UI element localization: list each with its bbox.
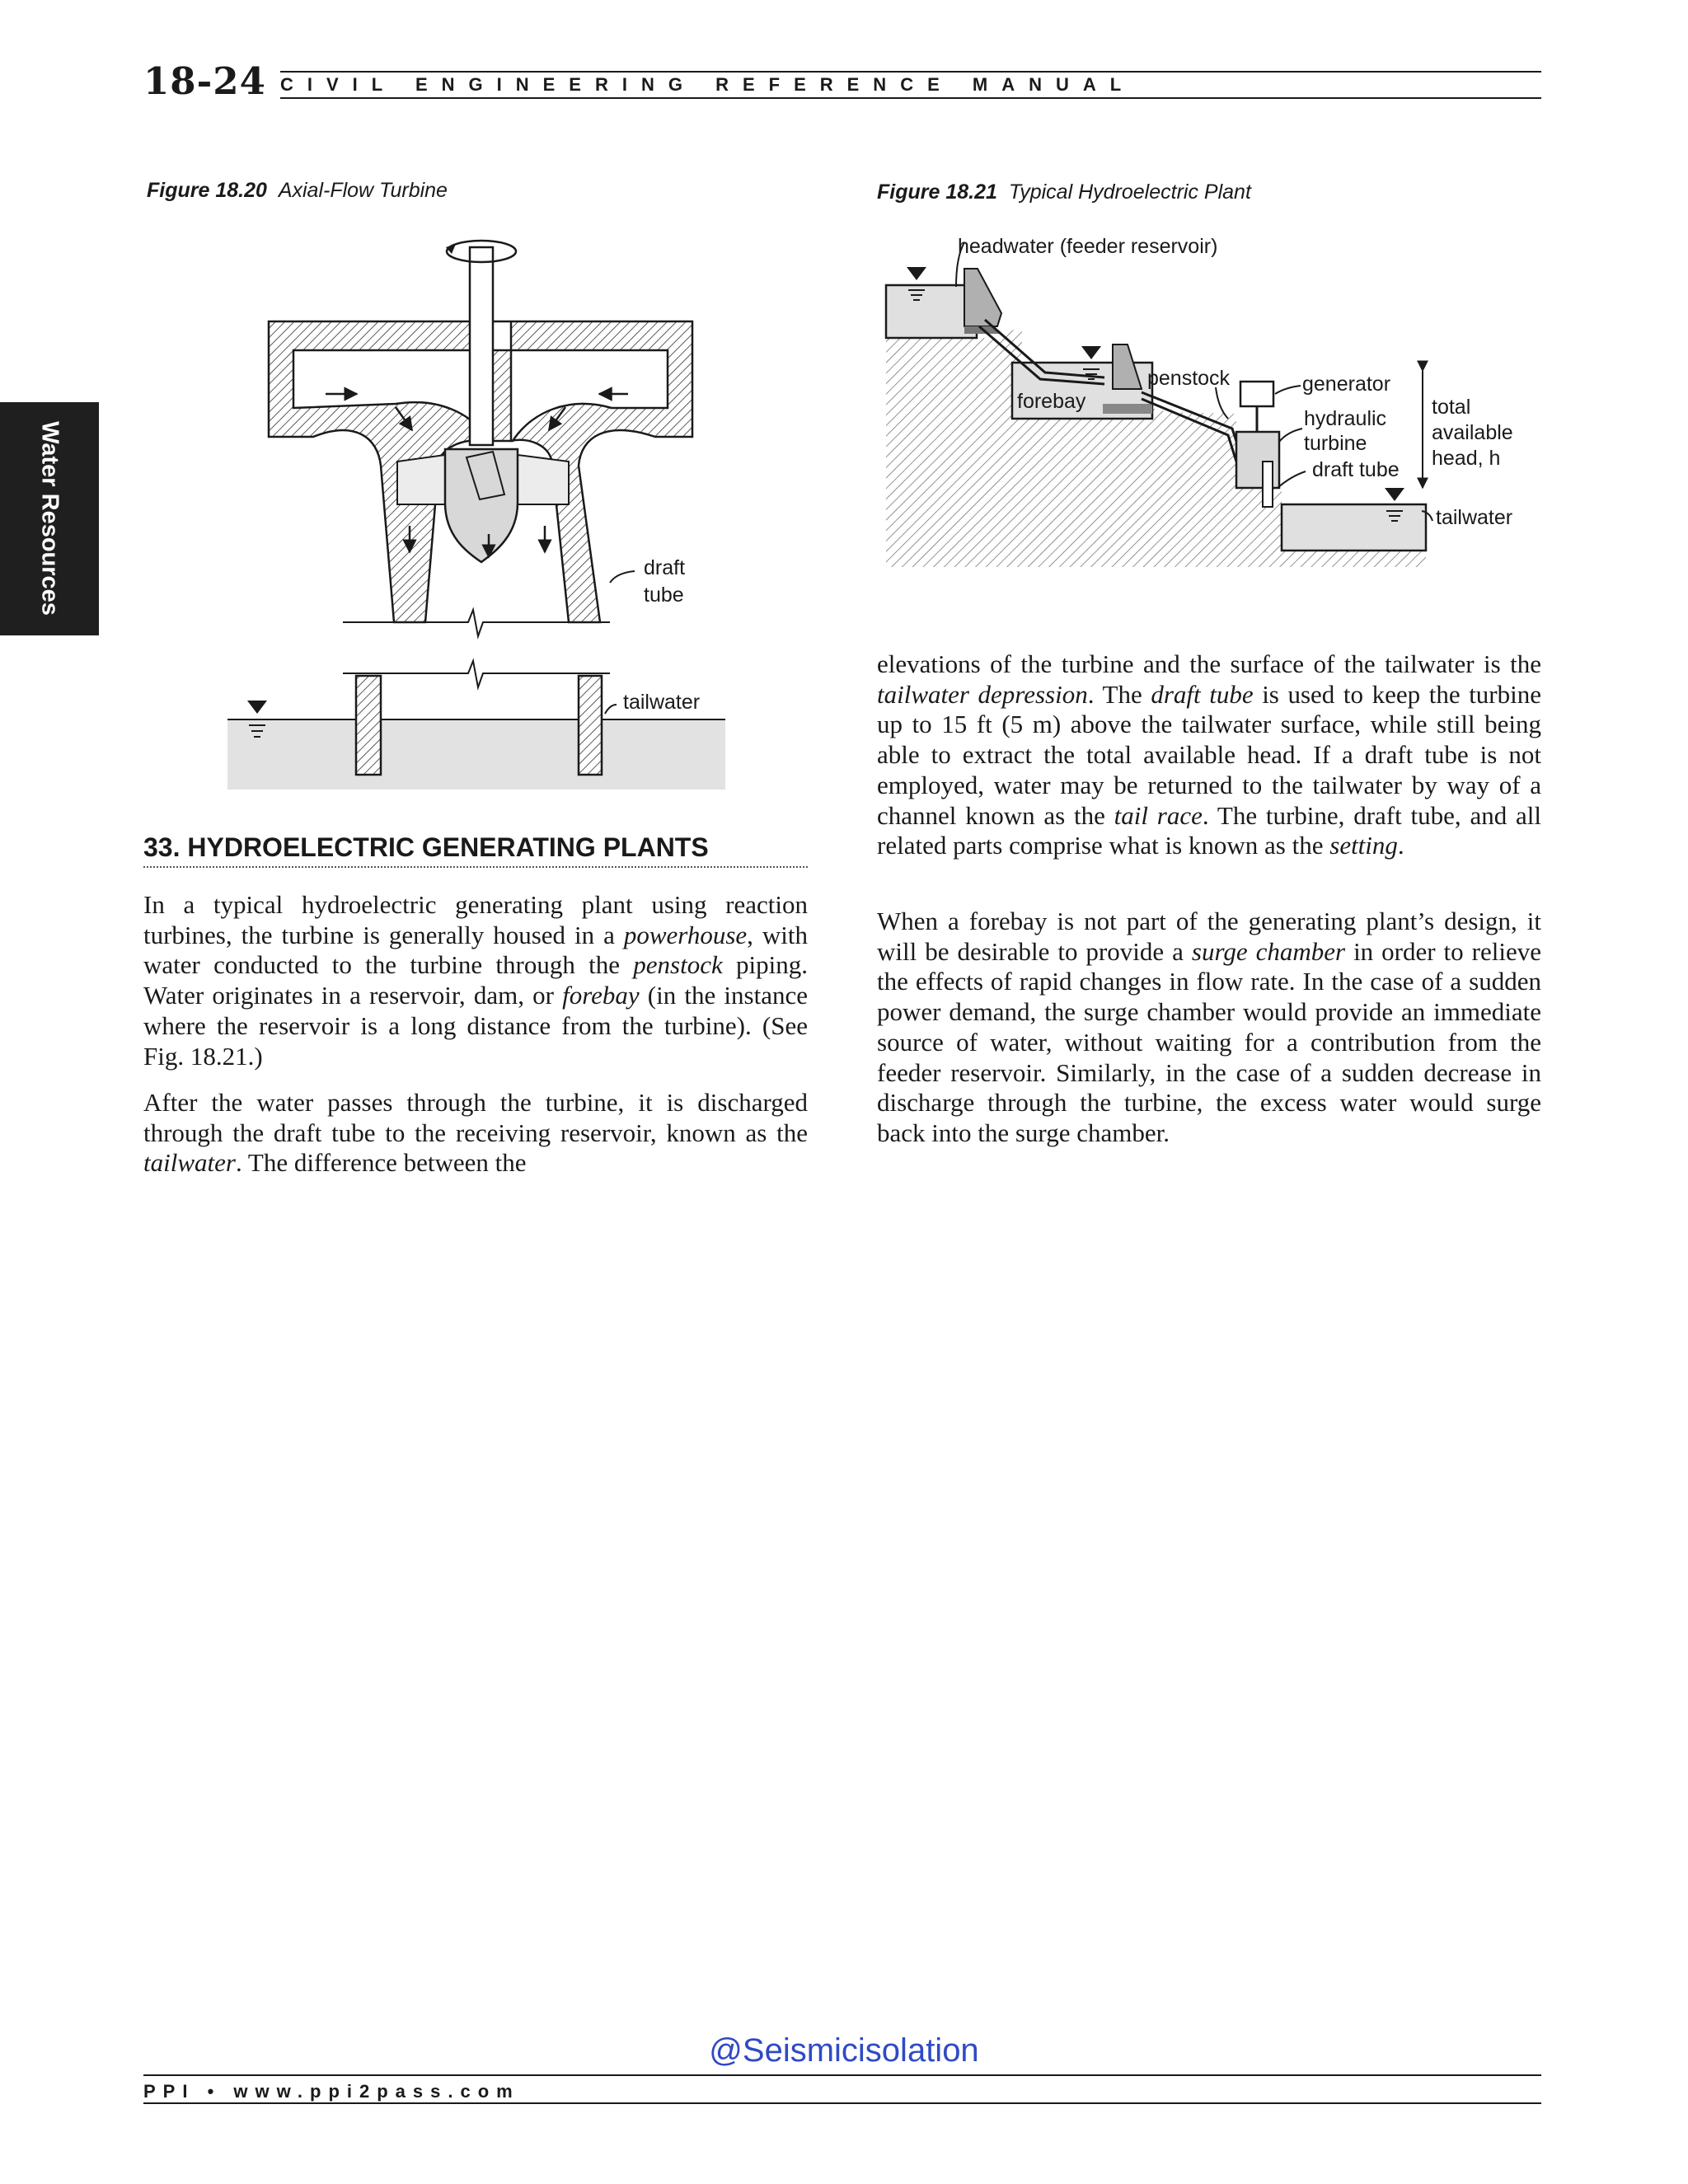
water-level-icon — [247, 701, 267, 714]
label-draft-tube: draft tube — [1312, 458, 1400, 481]
emphasized-term: setting — [1329, 831, 1398, 860]
paragraph — [143, 1088, 808, 1179]
label-headwater: headwater (feeder reservoir) — [958, 235, 1218, 258]
paragraph — [877, 649, 1541, 861]
footer-text: PPI • www.ppi2pass.com — [143, 2081, 520, 2102]
figure-18-20-title: Axial-Flow Turbine — [278, 179, 448, 202]
section-heading: 33. HYDROELECTRIC GENERATING PLANTS — [143, 832, 808, 868]
text-run: . — [1397, 831, 1404, 860]
text-run: elevations of the turbine and the surface of the tailwater is the — [877, 649, 1541, 678]
emphasized-term: surge chamber — [1191, 936, 1346, 966]
axial-flow-turbine-diagram — [214, 223, 750, 799]
figure-18-21-title: Typical Hydroelectric Plant — [1008, 180, 1251, 204]
text-run: After the water passes through the turbine, it is discharged through the draft tube to the receiving reservoir, known as the — [143, 1088, 808, 1147]
text-run: When a forebay is not part of the generating plant’s design, it will be desirable to provide a — [877, 907, 1541, 966]
text-run: piping. Water originates in a reservoir, dam, or — [143, 950, 808, 1010]
paragraph — [877, 907, 1541, 1149]
text-run: (in the instance where the reservoir is a long distance from the turbine). (See Fig. 18.21.) — [143, 981, 808, 1071]
label-hydraulic: hydraulic — [1304, 407, 1387, 430]
hydroelectric-plant-diagram — [879, 227, 1541, 577]
side-tab — [0, 402, 99, 635]
label-turbine: turbine — [1304, 432, 1367, 455]
draft-tube — [1263, 462, 1273, 507]
tailwater-body — [1282, 504, 1426, 551]
footer-rule-bottom — [143, 2102, 1541, 2104]
header-rule-top — [280, 71, 1541, 73]
text-run: . The — [1087, 679, 1151, 709]
running-head: CIVIL ENGINEERING REFERENCE MANUAL — [280, 74, 1136, 95]
figure-18-21-caption — [877, 180, 1251, 204]
side-tab-label: Water Resources — [36, 421, 63, 616]
emphasized-term: penstock — [633, 950, 723, 980]
label-tailwater-2: tailwater — [1436, 506, 1513, 529]
label-penstock: penstock — [1147, 367, 1231, 390]
text-run: , with water conducted to the turbine through the — [143, 920, 808, 980]
headwater-reservoir — [886, 285, 977, 338]
text-run: In a typical hydroelectric generating plant using reaction turbines, the turbine is generally housed in a — [143, 890, 808, 949]
water-level-icon — [1081, 346, 1101, 359]
tailwater-body — [227, 719, 725, 790]
label-total: total — [1432, 396, 1471, 419]
emphasized-term: tailwater — [143, 1148, 236, 1178]
label-tailwater-1: tailwater — [623, 691, 701, 714]
text-run: . The turbine, draft tube, and all related parts comprise what is known as the — [877, 800, 1541, 860]
text-run: in order to relieve the effects of rapid changes in flow rate. In the case of a sudden power demand, the surge chamber would provide an immediate source of water, without waiting for a contribution from the feeder reservoir. Similarly, in the case of a sudden decrease in discharge through the turbine, the excess water would surge back into the surge chamber. — [877, 936, 1541, 1147]
text-run: . The difference between the — [235, 1148, 527, 1178]
page-number: 18-24 — [143, 59, 266, 103]
emphasized-term: forebay — [562, 981, 640, 1010]
label-draft-1: draft — [644, 556, 686, 579]
runner-hub — [445, 449, 518, 562]
figure-18-20-caption — [147, 179, 448, 203]
water-level-icon — [1385, 488, 1404, 501]
footer-rule-top — [143, 2074, 1541, 2076]
label-draft-2: tube — [644, 583, 684, 607]
emphasized-term: powerhouse — [623, 920, 748, 949]
label-generator: generator — [1302, 373, 1391, 396]
label-available: available — [1432, 421, 1513, 444]
emphasized-term: draft tube — [1151, 679, 1254, 709]
generator-box — [1240, 382, 1273, 406]
figure-18-20-number: Figure 18.20 — [147, 179, 267, 202]
header-rule-bottom — [280, 97, 1541, 99]
paragraph — [143, 890, 808, 1071]
emphasized-term: tailwater depression — [877, 679, 1088, 709]
label-forebay: forebay — [1017, 390, 1086, 413]
text-run: is used to keep the turbine up to 15 ft (5 m) above the tailwater surface, while still being able to extract the total available head. If a draft tube is not employed, water may be returned to the tailwater by way of a channel known as the — [877, 679, 1542, 830]
emphasized-term: tail race — [1114, 800, 1203, 830]
water-level-icon — [907, 267, 926, 280]
figure-18-21-number: Figure 18.21 — [877, 180, 997, 204]
watermark: @Seismicisolation — [709, 2032, 979, 2069]
label-head: head, h — [1432, 447, 1501, 470]
